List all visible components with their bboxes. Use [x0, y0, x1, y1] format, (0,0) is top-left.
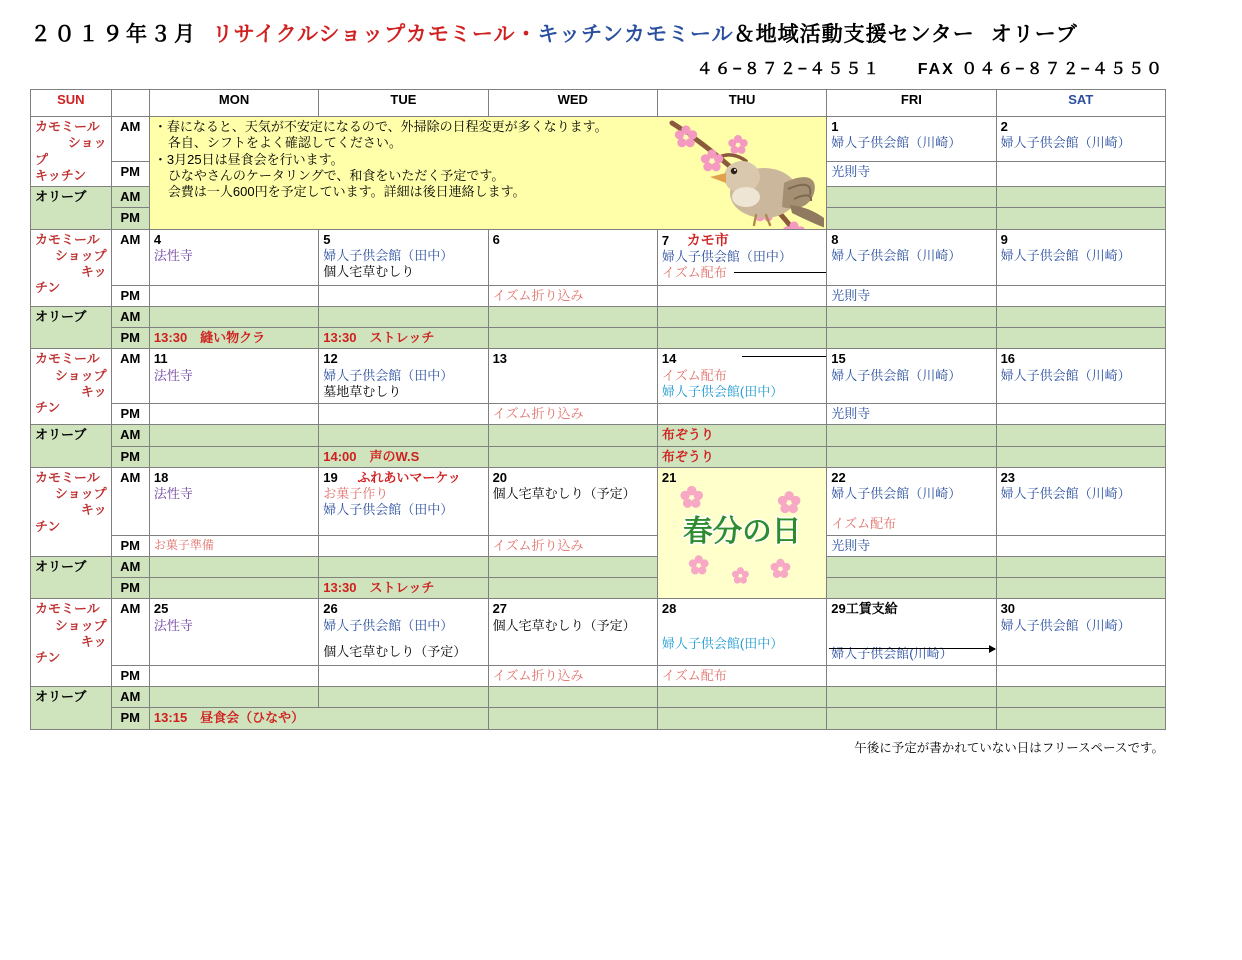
column-header-thu: THU	[657, 90, 826, 117]
event-text: 個人宅草むしり	[323, 264, 415, 279]
day-number: 4	[153, 231, 162, 247]
row-label-olive: オリーブ	[31, 425, 112, 468]
ampm-pm: PM	[111, 208, 149, 229]
column-header-mon: MON	[149, 90, 318, 117]
day-number: 23	[1000, 469, 1016, 485]
day-number: 9	[1000, 231, 1008, 247]
event-text: 個人宅草むしり（予定）	[492, 617, 636, 633]
ampm-pm: PM	[111, 446, 149, 467]
column-header-ampm	[111, 90, 149, 117]
day-cell-25-pm[interactable]	[149, 665, 318, 686]
day-number: 12	[323, 351, 338, 367]
day-cell-16-pm[interactable]	[996, 404, 1165, 425]
olive-cell-tue-pm[interactable]	[319, 578, 488, 599]
event-text: 婦人子供会館(川崎）	[831, 645, 953, 661]
day-number: 15	[831, 351, 846, 367]
day-number: 27	[492, 601, 508, 617]
ampm-am: AM	[111, 117, 149, 162]
day-cell-20[interactable]	[488, 467, 657, 535]
shop-label-line4: チン	[35, 650, 61, 665]
shop-label-line4: チン	[35, 400, 61, 415]
event-text: 婦人子供会館（川崎）	[831, 367, 962, 383]
shop-label-line3: キッ	[80, 633, 107, 649]
footnote: 午後に予定が書かれていない日はフリースペースです。	[854, 740, 1164, 755]
day-number: 21	[661, 469, 677, 485]
event-title: ふれあいマーケッ	[357, 469, 461, 485]
olive-cell-tue[interactable]	[319, 687, 488, 708]
row-label-shop-week2	[31, 229, 112, 306]
olive-cell-fri-pm[interactable]	[827, 208, 996, 229]
ampm-pm: PM	[111, 535, 149, 556]
table-row-olive	[31, 425, 1166, 446]
title-date: ２０１９年３月	[30, 23, 198, 46]
column-header-tue: TUE	[319, 90, 488, 117]
day-cell-11[interactable]	[149, 349, 318, 404]
day-number: 13	[492, 351, 508, 367]
olive-cell-thu[interactable]	[657, 687, 826, 708]
day-number: 14	[661, 351, 677, 367]
event-text: 個人宅草むしり（予定）	[323, 643, 467, 659]
olive-cell-wed-pm[interactable]	[488, 446, 657, 467]
shop-label-line3: キッ	[80, 502, 107, 518]
row-label-shop-week4	[31, 467, 112, 556]
izumu-arrow-week3	[662, 400, 822, 401]
event-text: 婦人子供会館(田中）	[661, 635, 784, 651]
olive-cell-sat-pm[interactable]	[996, 328, 1165, 349]
olive-cell-sat[interactable]	[996, 425, 1165, 446]
olive-cell-thu[interactable]	[657, 425, 826, 446]
olive-cell-sat-pm[interactable]	[996, 208, 1165, 229]
table-row	[31, 535, 1166, 556]
olive-cell-tue-pm[interactable]	[319, 446, 488, 467]
day-cell-14-pm[interactable]	[657, 404, 826, 425]
day-cell-12[interactable]	[319, 349, 488, 404]
shop-label-line2: ショップ	[54, 486, 107, 501]
shop-label-line2: ショップ	[54, 367, 107, 383]
olive-cell-fri[interactable]	[827, 306, 996, 327]
table-row-olive	[31, 446, 1166, 467]
olive-cell-mon-pm[interactable]	[149, 328, 318, 349]
event-text: 13:30 ストレッチ	[323, 330, 435, 345]
day-number: 2	[1000, 119, 1008, 134]
day-cell-1-pm[interactable]	[827, 161, 996, 186]
event-text: 13:30 縫い物クラ	[153, 330, 266, 345]
day-cell-6-pm[interactable]	[488, 285, 657, 306]
ampm-pm: PM	[111, 578, 149, 599]
title-org-olive: オリーブ	[990, 23, 1078, 46]
shop-label-line4: キッチン	[35, 167, 87, 183]
olive-cell-fri[interactable]	[827, 425, 996, 446]
ampm-am: AM	[111, 425, 149, 446]
day-cell-23-pm[interactable]	[996, 535, 1165, 556]
table-row	[31, 665, 1166, 686]
ampm-am: AM	[111, 556, 149, 577]
olive-cell-mon-pm[interactable]	[149, 708, 488, 729]
table-row	[31, 404, 1166, 425]
day-number: 18	[153, 469, 169, 485]
olive-cell-mon[interactable]	[149, 425, 318, 446]
event-text: イズム折り込み	[492, 406, 584, 421]
olive-cell-fri-pm[interactable]	[827, 328, 996, 349]
event-text: 13:30 ストレッチ	[323, 580, 435, 595]
day-cell-12-pm[interactable]	[319, 404, 488, 425]
contact-row	[0, 48, 1242, 79]
olive-cell-sat[interactable]	[996, 306, 1165, 327]
table-row-olive	[31, 328, 1166, 349]
olive-cell-wed-pm[interactable]	[488, 578, 657, 599]
day-number: 6	[492, 231, 500, 247]
calendar-table	[30, 89, 1166, 730]
olive-cell-tue[interactable]	[319, 425, 488, 446]
olive-cell-mon-pm[interactable]	[149, 446, 318, 467]
olive-cell-fri-pm[interactable]	[827, 578, 996, 599]
olive-cell-wed[interactable]	[488, 687, 657, 708]
day-cell-29-pm[interactable]	[827, 665, 996, 686]
event-text: イズム配布	[661, 265, 727, 281]
row-label-shop-week5	[31, 599, 112, 687]
shunbun-no-hi-graphic	[658, 468, 826, 599]
fax-label: FAX	[917, 61, 955, 78]
title-org-red: リサイクルショップカモミール・	[212, 23, 538, 46]
event-text: 法性寺	[153, 486, 193, 501]
table-header-row	[31, 90, 1166, 117]
event-text: 婦人子供会館（川崎）	[1000, 486, 1131, 501]
ampm-am: AM	[111, 306, 149, 327]
day-cell-14[interactable]	[657, 349, 826, 404]
table-row	[31, 117, 1166, 162]
event-text: 婦人子供会館（田中）	[323, 502, 454, 518]
shop-label-line1: カモミール	[35, 231, 100, 247]
day-cell-30[interactable]	[996, 599, 1165, 666]
day-cell-8[interactable]	[827, 229, 996, 285]
table-row-olive	[31, 708, 1166, 729]
event-text: 婦人子供会館（田中）	[661, 249, 792, 264]
bird-branch-illustration	[664, 117, 824, 229]
column-header-sun: SUN	[31, 90, 112, 117]
olive-cell-mon[interactable]	[149, 556, 318, 577]
note-line-5: 会費は一人600円を予定しています。詳細は後日連絡します。	[167, 184, 526, 199]
event-text: 婦人子供会館（川崎）	[831, 486, 962, 501]
day-cell-20-pm[interactable]	[488, 535, 657, 556]
shop-label-line1: カモミール	[35, 351, 100, 367]
day-cell-2[interactable]	[996, 117, 1165, 162]
event-text: 婦人子供会館（田中）	[323, 617, 454, 633]
event-text: お菓子作り	[323, 486, 389, 501]
column-header-wed: WED	[488, 90, 657, 117]
ampm-pm: PM	[111, 708, 149, 729]
day-cell-5[interactable]	[319, 229, 488, 285]
olive-cell-thu-pm[interactable]	[657, 708, 826, 729]
table-row	[31, 285, 1166, 306]
day-cell-13-pm[interactable]	[488, 404, 657, 425]
row-label-olive: オリーブ	[31, 687, 112, 730]
day-cell-7[interactable]	[657, 229, 826, 285]
day-cell-15[interactable]	[827, 349, 996, 404]
olive-cell-wed[interactable]	[488, 556, 657, 577]
event-text: イズム折り込み	[492, 667, 584, 683]
event-text: イズム配布	[831, 516, 897, 532]
note-line-3: ・3月25日は昼食会を行います。	[153, 151, 344, 167]
izumu-arrow-week2	[662, 282, 822, 283]
day-cell-2-pm[interactable]	[996, 161, 1165, 186]
event-text: イズム配布	[661, 667, 727, 683]
row-label-shop-week3	[31, 349, 112, 425]
column-header-sat: SAT	[996, 90, 1165, 117]
day-cell-9[interactable]	[996, 229, 1165, 285]
olive-cell-thu[interactable]	[657, 306, 826, 327]
shop-label-line4: チン	[35, 518, 61, 534]
day-cell-1[interactable]	[827, 117, 996, 162]
event-text: 光則寺	[831, 287, 871, 303]
day-cell-19-pm[interactable]	[319, 535, 488, 556]
table-row	[31, 229, 1166, 285]
day-cell-11-pm[interactable]	[149, 404, 318, 425]
olive-cell-wed[interactable]	[488, 306, 657, 327]
event-text: 婦人子供会館(田中）	[661, 383, 784, 399]
event-text: 布ぞうり	[661, 448, 714, 464]
day-number: 28	[661, 601, 677, 617]
olive-cell-wed-pm[interactable]	[488, 708, 657, 729]
olive-cell-fri[interactable]	[827, 556, 996, 577]
phone-number: ４６−８７２−４５５１	[696, 61, 882, 78]
olive-cell-sat[interactable]	[996, 556, 1165, 577]
table-row-olive	[31, 578, 1166, 599]
shop-label-line2: ショッ	[67, 135, 107, 151]
olive-cell-fri[interactable]	[827, 187, 996, 208]
olive-cell-fri-pm[interactable]	[827, 446, 996, 467]
monthly-note	[149, 117, 826, 230]
day-number: 8	[831, 231, 839, 247]
olive-cell-sat[interactable]	[996, 687, 1165, 708]
ampm-am: AM	[111, 229, 149, 285]
event-text: イズム配布	[661, 367, 727, 383]
day-number: 25	[153, 601, 169, 617]
day-cell-6[interactable]	[488, 229, 657, 285]
event-text: 婦人子供会館（川崎）	[1000, 135, 1131, 151]
row-label-olive: オリーブ	[31, 187, 112, 230]
olive-cell-wed-pm[interactable]	[488, 328, 657, 349]
event-text: イズム折り込み	[492, 287, 584, 303]
title-org-black: ＆地域活動支援センター	[733, 23, 975, 46]
day-cell-23[interactable]	[996, 467, 1165, 535]
day-cell-28-pm[interactable]	[657, 665, 826, 686]
olive-cell-mon-pm[interactable]	[149, 578, 318, 599]
note-line-1: ・春になると、天気が不安定になるので、外掃除の日程変更が多くなります。	[153, 119, 608, 134]
olive-cell-sat-pm[interactable]	[996, 578, 1165, 599]
event-text: 婦人子供会館（田中）	[323, 367, 454, 383]
table-row	[31, 349, 1166, 404]
table-row-olive	[31, 306, 1166, 327]
day-number: 16	[1000, 351, 1016, 367]
day-number: 29工賃支給	[831, 601, 898, 617]
day-number: 1	[831, 119, 839, 134]
shop-label-line4: チン	[35, 280, 61, 296]
day-cell-4-pm[interactable]	[149, 285, 318, 306]
shunbun-text: 春分の日	[682, 514, 802, 548]
column-header-fri: FRI	[827, 90, 996, 117]
day-number: 30	[1000, 601, 1016, 617]
event-title: カモ市	[686, 231, 729, 248]
olive-cell-thu-pm[interactable]	[657, 446, 826, 467]
event-text: 個人宅草むしり（予定）	[492, 486, 636, 501]
ampm-am: AM	[111, 687, 149, 708]
day-cell-28[interactable]	[657, 599, 826, 666]
day-number: 19	[323, 469, 338, 485]
day-cell-16[interactable]	[996, 349, 1165, 404]
shop-label-line1: カモミール	[35, 119, 100, 134]
day-cell-27[interactable]	[488, 599, 657, 666]
day-cell-18[interactable]	[149, 467, 318, 535]
izumu-arrow-week5	[831, 662, 991, 663]
event-text: 光則寺	[831, 406, 871, 421]
row-label-shop-week1	[31, 117, 112, 187]
olive-cell-thu-pm[interactable]	[657, 328, 826, 349]
event-text: 14:00 声のW.S	[323, 448, 420, 464]
day-cell-8-pm[interactable]	[827, 285, 996, 306]
event-text: 婦人子供会館（川崎）	[1000, 367, 1131, 383]
day-cell-5-pm[interactable]	[319, 285, 488, 306]
shop-label-line1: カモミール	[35, 469, 100, 485]
row-label-olive: オリーブ	[31, 306, 112, 349]
day-cell-19[interactable]	[319, 467, 488, 535]
ampm-am: AM	[111, 187, 149, 208]
day-cell-7-pm[interactable]	[657, 285, 826, 306]
day-cell-22-pm[interactable]	[827, 535, 996, 556]
day-cell-13[interactable]	[488, 349, 657, 404]
fax-number: ０４６−８７２−４５５０	[961, 61, 1164, 78]
event-text: 光則寺	[831, 163, 871, 179]
day-number: 22	[831, 469, 846, 485]
olive-cell-sat-pm[interactable]	[996, 708, 1165, 729]
shop-label-line3: キッ	[80, 383, 107, 399]
shop-label-line2: ショップ	[54, 247, 107, 263]
event-text: 婦人子供会館（田中）	[323, 247, 454, 263]
day-cell-9-pm[interactable]	[996, 285, 1165, 306]
ampm-am: AM	[111, 599, 149, 666]
event-text: 墓地草むしり	[323, 383, 402, 399]
olive-cell-wed[interactable]	[488, 425, 657, 446]
day-number: 5	[323, 231, 331, 247]
event-text: 法性寺	[153, 247, 193, 263]
olive-cell-mon[interactable]	[149, 306, 318, 327]
day-number: 26	[323, 601, 338, 617]
event-text: 婦人子供会館（川崎）	[1000, 617, 1131, 633]
event-text: 光則寺	[831, 537, 871, 553]
olive-cell-fri-pm[interactable]	[827, 708, 996, 729]
shop-label-line2: ショップ	[54, 617, 107, 633]
olive-cell-sat-pm[interactable]	[996, 446, 1165, 467]
event-text: お菓子準備	[153, 537, 214, 552]
note-line-2: 各自、シフトをよく確認してください。	[167, 135, 402, 151]
day-cell-30-pm[interactable]	[996, 665, 1165, 686]
event-text: 法性寺	[153, 367, 193, 383]
olive-cell-tue[interactable]	[319, 306, 488, 327]
event-text: 婦人子供会館（川崎）	[831, 135, 962, 151]
olive-cell-mon[interactable]	[149, 687, 318, 708]
olive-cell-fri[interactable]	[827, 687, 996, 708]
title-org-blue: キッチンカモミール	[537, 23, 734, 46]
row-label-olive: オリーブ	[31, 556, 112, 599]
ampm-pm: PM	[111, 404, 149, 425]
day-cell-26[interactable]	[319, 599, 488, 666]
day-cell-29[interactable]	[827, 599, 996, 666]
day-cell-26-pm[interactable]	[319, 665, 488, 686]
day-cell-22[interactable]	[827, 467, 996, 535]
ampm-pm: PM	[111, 161, 149, 186]
ampm-pm: PM	[111, 328, 149, 349]
note-line-4: ひなやさんのケータリングで、和食をいただく予定です。	[167, 167, 505, 183]
day-cell-15-pm[interactable]	[827, 404, 996, 425]
table-row-olive	[31, 687, 1166, 708]
day-cell-4[interactable]	[149, 229, 318, 285]
ampm-pm: PM	[111, 285, 149, 306]
table-row	[31, 599, 1166, 666]
olive-cell-tue[interactable]	[319, 556, 488, 577]
ampm-am: AM	[111, 467, 149, 535]
event-text: 法性寺	[153, 617, 193, 633]
ampm-am: AM	[111, 349, 149, 404]
shop-label-line3: プ	[35, 151, 49, 167]
ampm-pm: PM	[111, 665, 149, 686]
olive-cell-sat[interactable]	[996, 187, 1165, 208]
page-title	[0, 0, 1242, 48]
event-text: 婦人子供会館（川崎）	[831, 247, 962, 263]
shop-label-line1: カモミール	[35, 601, 100, 617]
day-cell-25[interactable]	[149, 599, 318, 666]
day-cell-18-pm[interactable]	[149, 535, 318, 556]
event-text: 布ぞうり	[661, 427, 714, 443]
day-cell-21-holiday[interactable]	[657, 467, 826, 599]
event-text: 13:15 昼食会（ひなや）	[153, 710, 305, 726]
table-row-olive	[31, 556, 1166, 577]
shop-label-line3: キッ	[80, 264, 107, 279]
event-text: イズム折り込み	[492, 537, 584, 553]
day-number: 11	[153, 351, 168, 367]
day-number: 20	[492, 469, 508, 485]
table-row	[31, 467, 1166, 535]
day-number: 7	[661, 232, 670, 248]
olive-cell-tue-pm[interactable]	[319, 328, 488, 349]
day-cell-27-pm[interactable]	[488, 665, 657, 686]
event-text: 婦人子供会館（川崎）	[1000, 247, 1131, 263]
